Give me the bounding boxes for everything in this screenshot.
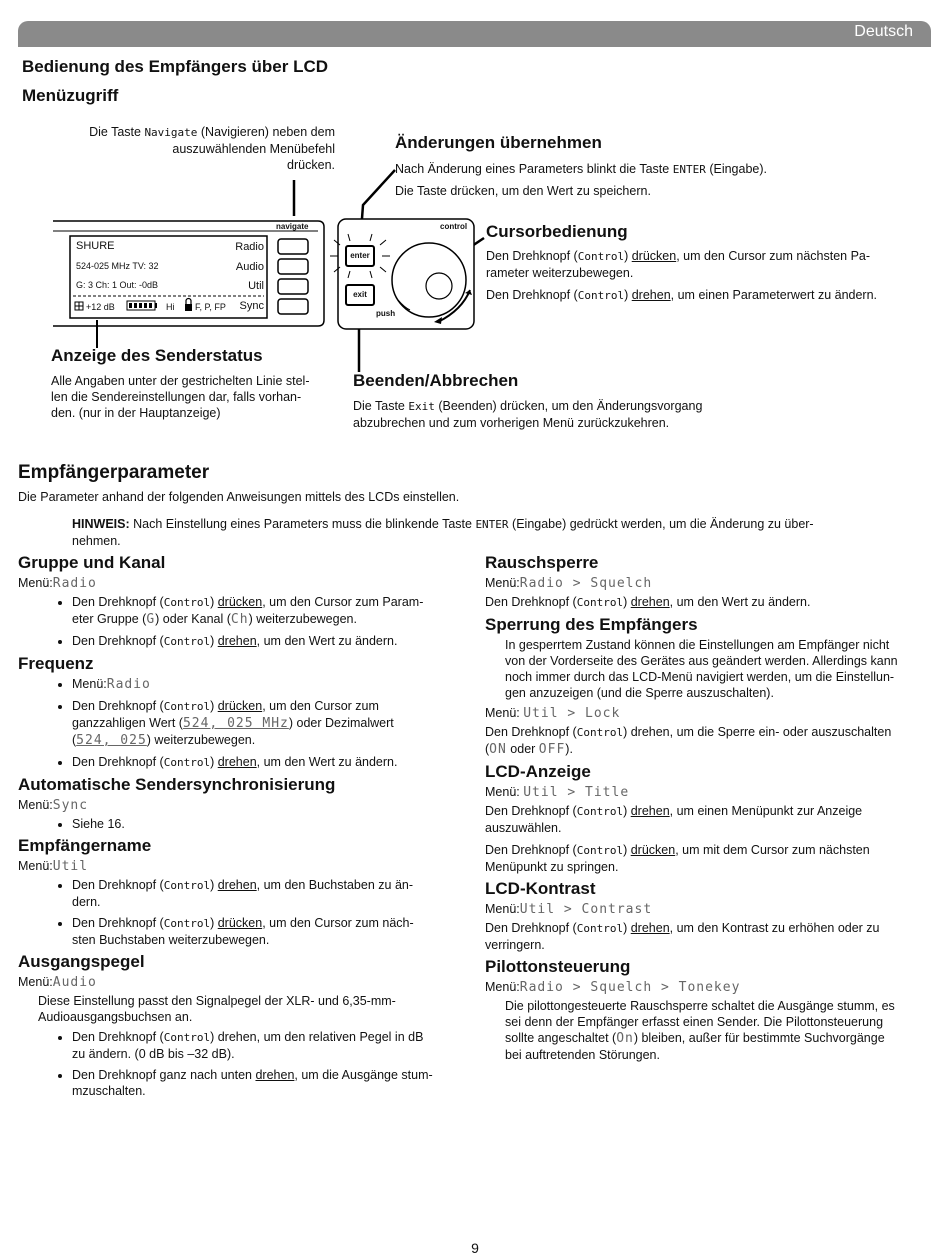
- lcd-contrast-text: Den Drehknopf (Control) drehen, um den Kontrast zu erhöhen oder zu verringern.: [485, 921, 880, 952]
- auto-sync-menu: Menü:Sync: [18, 798, 89, 813]
- lock-desc: In gesperrtem Zustand können die Einstellungen am Empfänger nicht von der Vorderseite des Gerätes aus geändert werden. Allerdings kann noch immer durch das LCD-Menü navigiert werden, um die Einstellun- gen anzuzeigen (und die Sperre auszuschalten).: [505, 638, 898, 700]
- list-item: • Siehe 16.: [72, 816, 468, 832]
- lock-menu: Menü: Util > Lock: [485, 706, 621, 721]
- transmitter-status-title: Anzeige des Senderstatus: [51, 346, 263, 365]
- group-channel-title: Gruppe und Kanal: [18, 553, 166, 572]
- lcd-menu-list: [200, 238, 264, 316]
- navigate-note: Die Taste Navigate (Navigieren) neben dem auszuwählenden Menübefehl drücken.: [89, 125, 335, 172]
- cursor-control-text: Den Drehknopf (Control) drücken, um den Cursor zum nächsten Pa- rameter weiterzubewegen. Den Drehknopf (Control) drehen, um einen Parameterwert zu ändern.: [486, 249, 878, 302]
- apply-changes-text: Nach Änderung eines Parameters blinkt die Taste ENTER (Eingabe). Die Taste drücken, um den Wert zu speichern.: [395, 162, 767, 198]
- list-item: • Den Drehknopf ganz nach unten drehen, um die Ausgänge stum- mzuschalten.: [72, 1067, 468, 1099]
- tonekey-title: Pilottonsteuerung: [485, 957, 631, 976]
- transmitter-status-text: Alle Angaben unter der gestrichelten Linie stel- len die Sendereinstellungen dar, falls vorhan- den. (nur in der Hauptanzeige): [51, 374, 310, 420]
- lcd-menu-audio: Audio: [235, 260, 264, 273]
- lcd-display-text-2: Den Drehknopf (Control) drücken, um mit dem Cursor zum nächsten Menüpunkt zu springen.: [485, 843, 870, 874]
- lcd-line-brand: SHURE: [76, 240, 115, 252]
- apply-changes-title: Änderungen übernehmen: [395, 133, 602, 152]
- lcd-display-title: LCD-Anzeige: [485, 762, 591, 781]
- exit-button-label: exit: [353, 290, 367, 299]
- list-item: • Den Drehknopf (Control) drehen, um den Buchstaben zu än- dern.: [72, 877, 468, 910]
- lcd-line-rf-power: Hi: [166, 302, 175, 312]
- lock-text: Den Drehknopf (Control) drehen, um die Sperre ein- oder auszuschalten (ON oder OFF).: [485, 725, 892, 757]
- parameters-intro: Die Parameter anhand der folgenden Anweisungen mittels des LCDs einstellen.: [18, 490, 460, 504]
- section-title-menu-access: Menüzugriff: [22, 86, 119, 105]
- lcd-line-lock-status: F, P, FP: [195, 302, 226, 312]
- parameters-note: HINWEIS: Nach Einstellung eines Parameters muss die blinkende Taste ENTER (Eingabe) gedrückt werden, um die Änderung zu über- nehmen.: [72, 517, 814, 548]
- list-item: • Den Drehknopf (Control) drücken, um den Cursor zum näch- sten Buchstaben weiterzubewegen.: [72, 915, 468, 948]
- squelch-text: Den Drehknopf (Control) drehen, um den Wert zu ändern.: [485, 595, 811, 609]
- exit-cancel-text: Die Taste Exit (Beenden) drücken, um den Änderungsvorgang abzubrechen und zum vorherigen Menü zurückzukehren.: [353, 399, 703, 430]
- squelch-menu: Menü:Radio > Squelch: [485, 576, 653, 591]
- receiver-parameters-title: Empfängerparameter: [18, 462, 210, 483]
- lcd-menu-radio: Radio: [235, 241, 264, 253]
- lcd-line-group-channel: G: 3 Ch: 1 Out: -0dB: [76, 280, 159, 290]
- list-item: • Den Drehknopf (Control) drehen, um den relativen Pegel in dB zu ändern. (0 dB bis –32 dB).: [72, 1029, 468, 1062]
- list-item: • Den Drehknopf (Control) drehen, um den Wert zu ändern.: [72, 754, 468, 771]
- output-level-title: Ausgangspegel: [18, 952, 145, 971]
- lcd-display-text-1: Den Drehknopf (Control) drehen, um einen Menüpunkt zur Anzeige auszuwählen.: [485, 804, 863, 835]
- list-item: • Den Drehknopf (Control) drücken, um den Cursor zum Param- eter Gruppe (G) oder Kanal (Ch) weiterzubewegen.: [72, 594, 468, 628]
- lcd-contrast-menu: Menü:Util > Contrast: [485, 902, 653, 917]
- tonekey-desc: Die pilottongesteuerte Rauschsperre schaltet die Ausgänge stumm, es sei denn der Empfänger erfasst einen Sender. Die Pilottonsteuerung sollte angeschaltet (On) bleiben, außer für bestimmte Suchvorgänge bei auftretenden Störungen.: [505, 999, 895, 1062]
- page-number: 9: [471, 1240, 479, 1256]
- lcd-line-frequency: 524-025 MHz TV: 32: [76, 261, 159, 271]
- push-label: push: [376, 309, 396, 318]
- list-item: • Menü:Radio: [72, 676, 468, 693]
- enter-button-label: enter: [350, 251, 370, 260]
- lcd-display-menu: Menü: Util > Title: [485, 785, 630, 800]
- output-level-menu: Menü:Audio: [18, 975, 97, 990]
- squelch-title: Rauschsperre: [485, 553, 599, 572]
- receiver-name-title: Empfängername: [18, 836, 152, 855]
- list-item: • Den Drehknopf (Control) drehen, um den Wert zu ändern.: [72, 633, 468, 650]
- navigate-panel-label: navigate: [276, 222, 309, 231]
- lcd-menu-sync: Sync: [239, 299, 264, 312]
- group-channel-menu: Menü:Radio: [18, 576, 97, 591]
- output-level-desc: Diese Einstellung passt den Signalpegel der XLR- und 6,35-mm- Audioausgangsbuchsen an.: [38, 994, 396, 1024]
- tonekey-menu: Menü:Radio > Squelch > Tonekey: [485, 980, 741, 995]
- auto-sync-title: Automatische Sendersynchronisierung: [18, 775, 336, 794]
- list-item: • Den Drehknopf (Control) drücken, um den Cursor zum ganzzahligen Wert (524, 025 MHz) oder Dezimalwert (524, 025) weiterzubewegen.: [72, 698, 468, 749]
- page-title: Bedienung des Empfängers über LCD: [22, 57, 329, 76]
- exit-cancel-title: Beenden/Abbrechen: [353, 371, 519, 390]
- control-panel-label: control: [440, 222, 468, 231]
- left-column: [18, 549, 468, 1104]
- receiver-name-menu: Menü:Util: [18, 859, 89, 874]
- lcd-menu-util: Util: [248, 280, 264, 292]
- lcd-line-gain: +12 dB: [86, 302, 115, 312]
- right-column: [485, 549, 935, 1067]
- lcd-contrast-title: LCD-Kontrast: [485, 879, 596, 898]
- frequency-title: Frequenz: [18, 654, 94, 673]
- cursor-control-title: Cursorbedienung: [486, 222, 628, 241]
- lock-title: Sperrung des Empfängers: [485, 615, 698, 634]
- language-label: Deutsch: [854, 23, 913, 40]
